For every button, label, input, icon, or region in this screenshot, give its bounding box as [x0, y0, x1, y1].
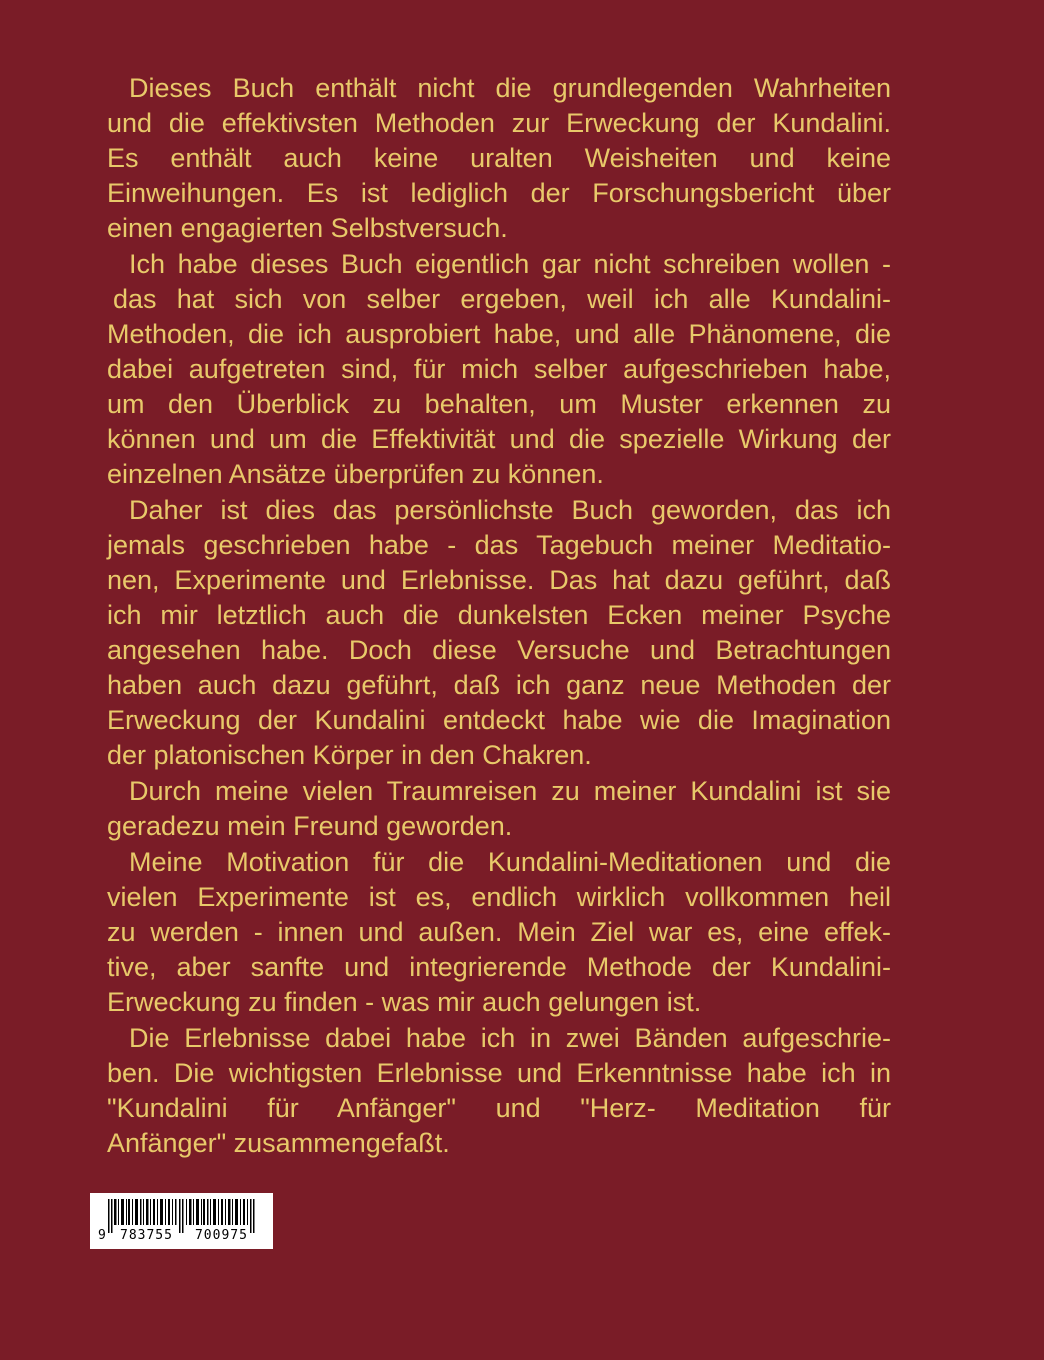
text-line: vielen Experimente ist es, endlich wirklich vollkommen heil: [107, 882, 891, 912]
text-line: Erweckung der Kundalini entdeckt habe wie die Imagination: [107, 705, 891, 735]
barcode-group-1: 783755: [120, 1227, 173, 1243]
text-line: ben. Die wichtigsten Erlebnisse und Erkenntnisse habe ich in: [107, 1058, 891, 1088]
blurb-text: [107, 71, 891, 1162]
text-line: und die effektivsten Methoden zur Erweckung der Kundalini.: [107, 108, 891, 138]
isbn-barcode: [90, 1193, 273, 1249]
text-line: Die Erlebnisse dabei habe ich in zwei Bänden aufgeschrie-: [129, 1023, 891, 1053]
paragraph-5: [107, 845, 891, 1020]
text-line: nen, Experimente und Erlebnisse. Das hat dazu geführt, daß: [107, 565, 891, 595]
text-line: zu werden - innen und außen. Mein Ziel war es, eine effek-: [107, 917, 891, 947]
text-line: "Kundalini für Anfänger" und "Herz- Meditation für: [107, 1093, 891, 1123]
text-line: jemals geschrieben habe - das Tagebuch meiner Meditatio-: [107, 530, 891, 560]
barcode-digits: [98, 1225, 266, 1245]
text-line: Meine Motivation für die Kundalini-Meditationen und die: [129, 847, 891, 877]
text-line: angesehen habe. Doch diese Versuche und Betrachtungen: [107, 635, 891, 665]
text-line: Ich habe dieses Buch eigentlich gar nicht schreiben wollen -: [129, 249, 891, 279]
text-line: das hat sich von selber ergeben, weil ich alle Kundalini-: [113, 284, 891, 314]
text-line: dabei aufgetreten sind, für mich selber aufgeschrieben habe,: [107, 354, 891, 384]
text-line: Es enthält auch keine uralten Weisheiten und keine: [107, 143, 891, 173]
text-line: können und um die Effektivität und die spezielle Wirkung der: [107, 424, 891, 454]
text-line: Einweihungen. Es ist lediglich der Forschungsbericht über: [107, 178, 891, 208]
barcode-group-2: 700975: [194, 1227, 248, 1243]
text-line: der platonischen Körper in den Chakren.: [107, 740, 592, 770]
text-line: Methoden, die ich ausprobiert habe, und alle Phänomene, die: [107, 319, 891, 349]
text-line: haben auch dazu geführt, daß ich ganz neue Methoden der: [107, 670, 891, 700]
text-line: einzelnen Ansätze überprüfen zu können.: [107, 459, 604, 489]
barcode-first-digit: 9: [98, 1227, 106, 1243]
paragraph-4: [107, 774, 891, 844]
paragraph-2: [107, 247, 891, 492]
text-line: tive, aber sanfte und integrierende Methode der Kundalini-: [107, 952, 891, 982]
text-line: Anfänger" zusammengefaßt.: [107, 1128, 450, 1158]
text-line: Daher ist dies das persönlichste Buch geworden, das ich: [129, 495, 891, 525]
paragraph-1: [107, 71, 891, 246]
text-line: einen engagierten Selbstversuch.: [107, 213, 508, 243]
text-line: geradezu mein Freund geworden.: [107, 811, 513, 841]
text-line: Erweckung zu finden - was mir auch gelungen ist.: [107, 987, 702, 1017]
paragraph-3: [107, 493, 891, 773]
text-line: Durch meine vielen Traumreisen zu meiner Kundalini ist sie: [129, 776, 891, 806]
text-line: Dieses Buch enthält nicht die grundlegenden Wahrheiten: [129, 73, 891, 103]
text-line: ich mir letztlich auch die dunkelsten Ecken meiner Psyche: [107, 600, 891, 630]
text-line: um den Überblick zu behalten, um Muster erkennen zu: [107, 389, 891, 419]
paragraph-6: [107, 1021, 891, 1161]
